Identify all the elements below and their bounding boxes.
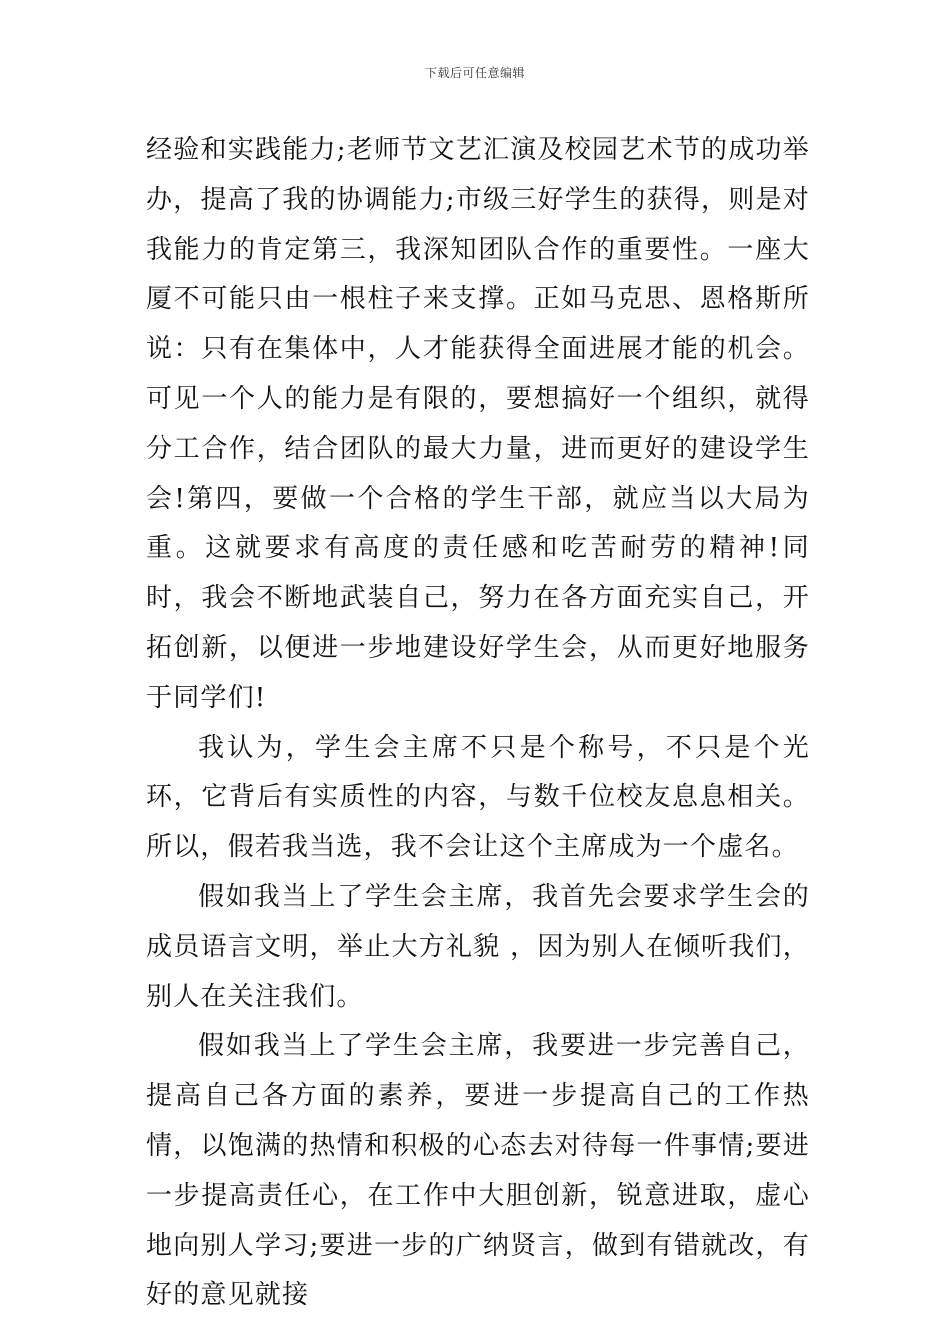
- page-header: 下载后可任意编辑: [424, 66, 525, 80]
- paragraph-self-improvement: 假如我当上了学生会主席，我要进一步完善自己，提高自己各方面的素养，要进一步提高自己的工作热情，以饱满的热情和积极的心态去对待每一件事情;要进一步提高责任心，在工作中大胆创新，锐意进取，虚心地向别人学习;要进一步的广纳贤言，做到有错就改，有好的意见就接: [146, 1031, 810, 1311]
- paragraph-member-conduct: 假如我当上了学生会主席，我首先会要求学生会的成员语言文明，举止大方礼貌 ，因为别人在倾听我们，别人在关注我们。: [146, 881, 810, 1012]
- paragraph-continuation: 经验和实践能力;老师节文艺汇演及校园艺术节的成功举办，提高了我的协调能力;市级三好学生的获得，则是对我能力的肯定第三，我深知团队合作的重要性。一座大厦不可能只由一根柱子来支撑。正如马克思、恩格斯所说：只有在集体中，人才能获得全面进展才能的机会。可见一个人的能力是有限的，要想搞好一个组织，就得分工合作，结合团队的最大力量，进而更好的建设学生会!第四，要做一个合格的学生干部，就应当以大局为重。这就要求有高度的责任感和吃苦耐劳的精神!同时，我会不断地武装自己，努力在各方面充实自己，开拓创新，以便进一步地建设好学生会，从而更好地服务于同学们!: [146, 135, 810, 713]
- document-body: [146, 126, 810, 1321]
- paragraph-president-title: 我认为，学生会主席不只是个称号，不只是个光环，它背后有实质性的内容，与数千位校友息息相关。所以，假若我当选，我不会让这个主席成为一个虚名。: [146, 732, 810, 863]
